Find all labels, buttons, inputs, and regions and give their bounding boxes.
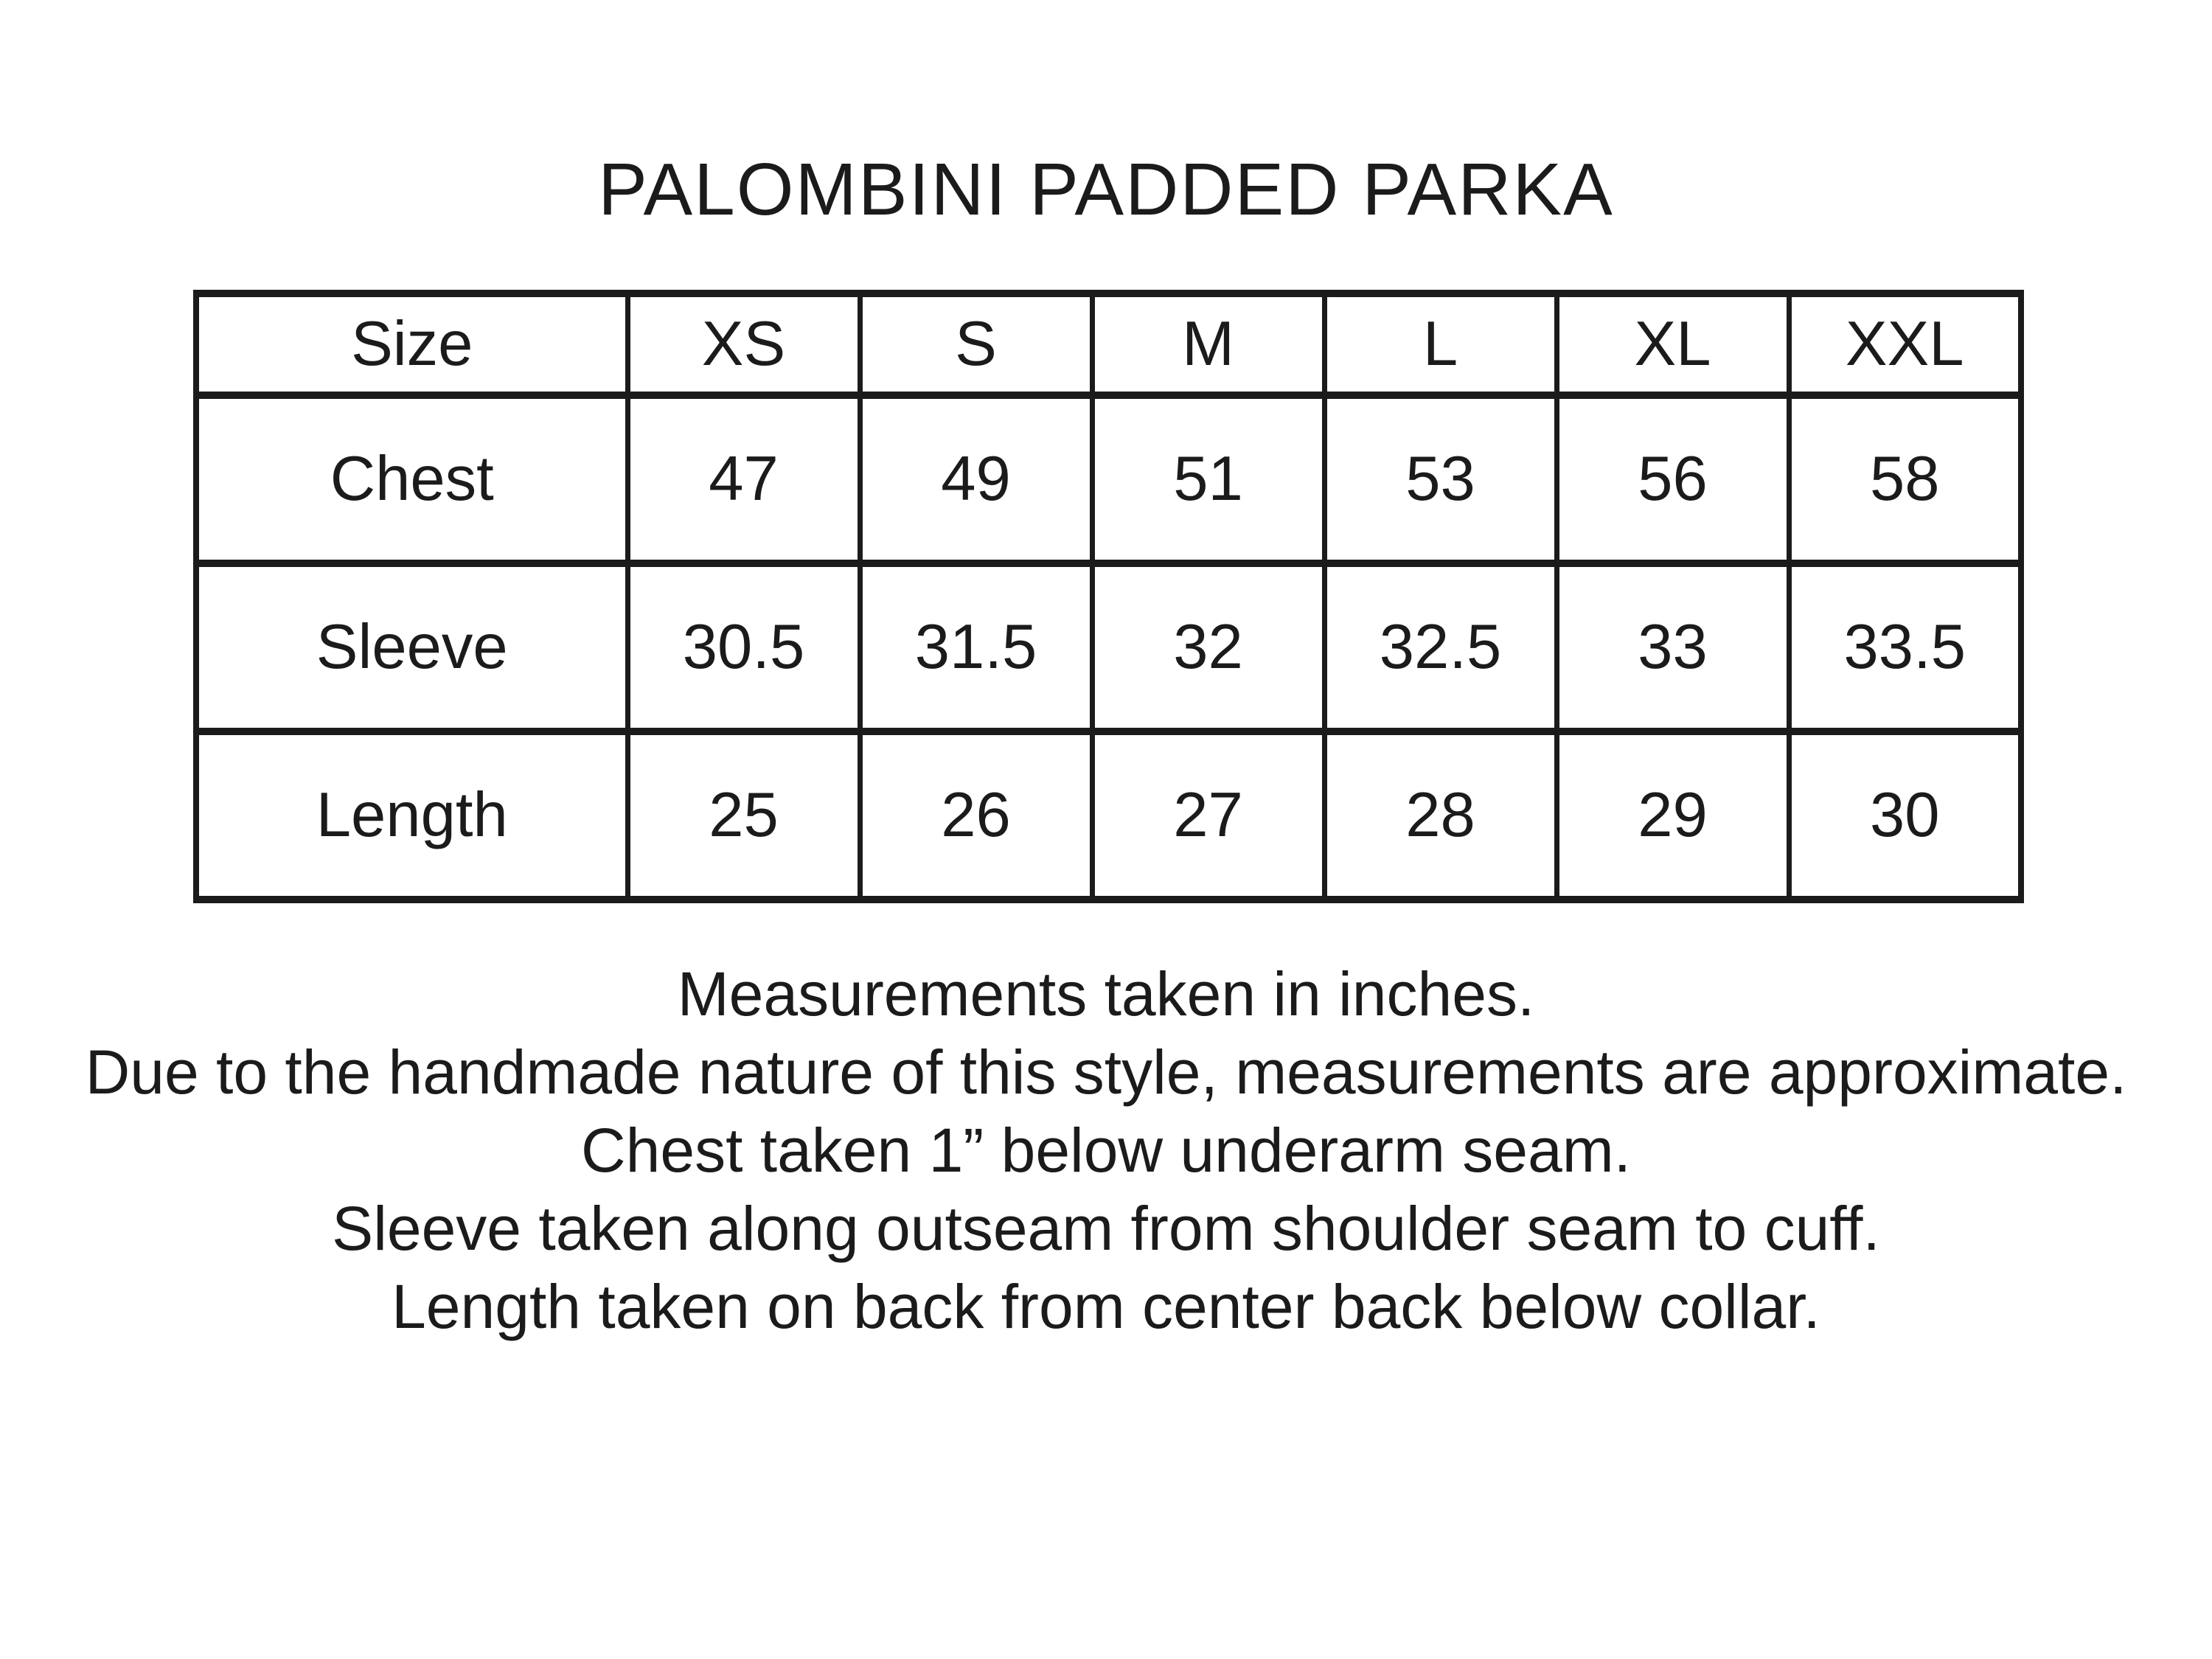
column-header-xs: XS	[627, 293, 860, 395]
table-cell: 25	[627, 731, 860, 900]
column-header-s: S	[860, 293, 1092, 395]
table-row-length	[196, 731, 2021, 900]
table-cell: 30	[1789, 731, 2021, 900]
row-label-chest: Chest	[196, 395, 627, 563]
row-label-length: Length	[196, 731, 627, 900]
table-cell: 32.5	[1324, 563, 1557, 731]
table-cell: 33	[1557, 563, 1789, 731]
table-cell: 49	[860, 395, 1092, 563]
row-label-sleeve: Sleeve	[196, 563, 627, 731]
note-line-chest: Chest taken 1” below underarm seam.	[580, 1116, 1632, 1185]
table-cell: 29	[1557, 731, 1789, 900]
column-header-size: Size	[196, 293, 627, 395]
table-cell: 33.5	[1789, 563, 2021, 731]
table-cell: 31.5	[860, 563, 1092, 731]
table-cell: 27	[1092, 731, 1324, 900]
table-cell: 26	[860, 731, 1092, 900]
note-line-handmade: Due to the handmade nature of this style, measurements are approximate.	[85, 1037, 2127, 1107]
table-row-sleeve	[196, 563, 2021, 731]
column-header-xxl: XXL	[1789, 293, 2021, 395]
measurement-notes	[0, 955, 2212, 1346]
table-cell: 53	[1324, 395, 1557, 563]
note-line-inches: Measurements taken in inches.	[677, 959, 1535, 1029]
column-header-xl: XL	[1557, 293, 1789, 395]
note-line-length: Length taken on back from center back below collar.	[392, 1272, 1820, 1341]
table-cell: 32	[1092, 563, 1324, 731]
table-cell: 28	[1324, 731, 1557, 900]
table-cell: 58	[1789, 395, 2021, 563]
note-line-sleeve: Sleeve taken along outseam from shoulder seam to cuff.	[332, 1194, 1880, 1263]
size-chart-table	[193, 290, 2024, 903]
table-header-row	[196, 293, 2021, 395]
table-cell: 56	[1557, 395, 1789, 563]
column-header-l: L	[1324, 293, 1557, 395]
table-row-chest	[196, 395, 2021, 563]
table-cell: 51	[1092, 395, 1324, 563]
column-header-m: M	[1092, 293, 1324, 395]
table-cell: 47	[627, 395, 860, 563]
table-cell: 30.5	[627, 563, 860, 731]
page-title: PALOMBINI PADDED PARKA	[598, 148, 1614, 231]
